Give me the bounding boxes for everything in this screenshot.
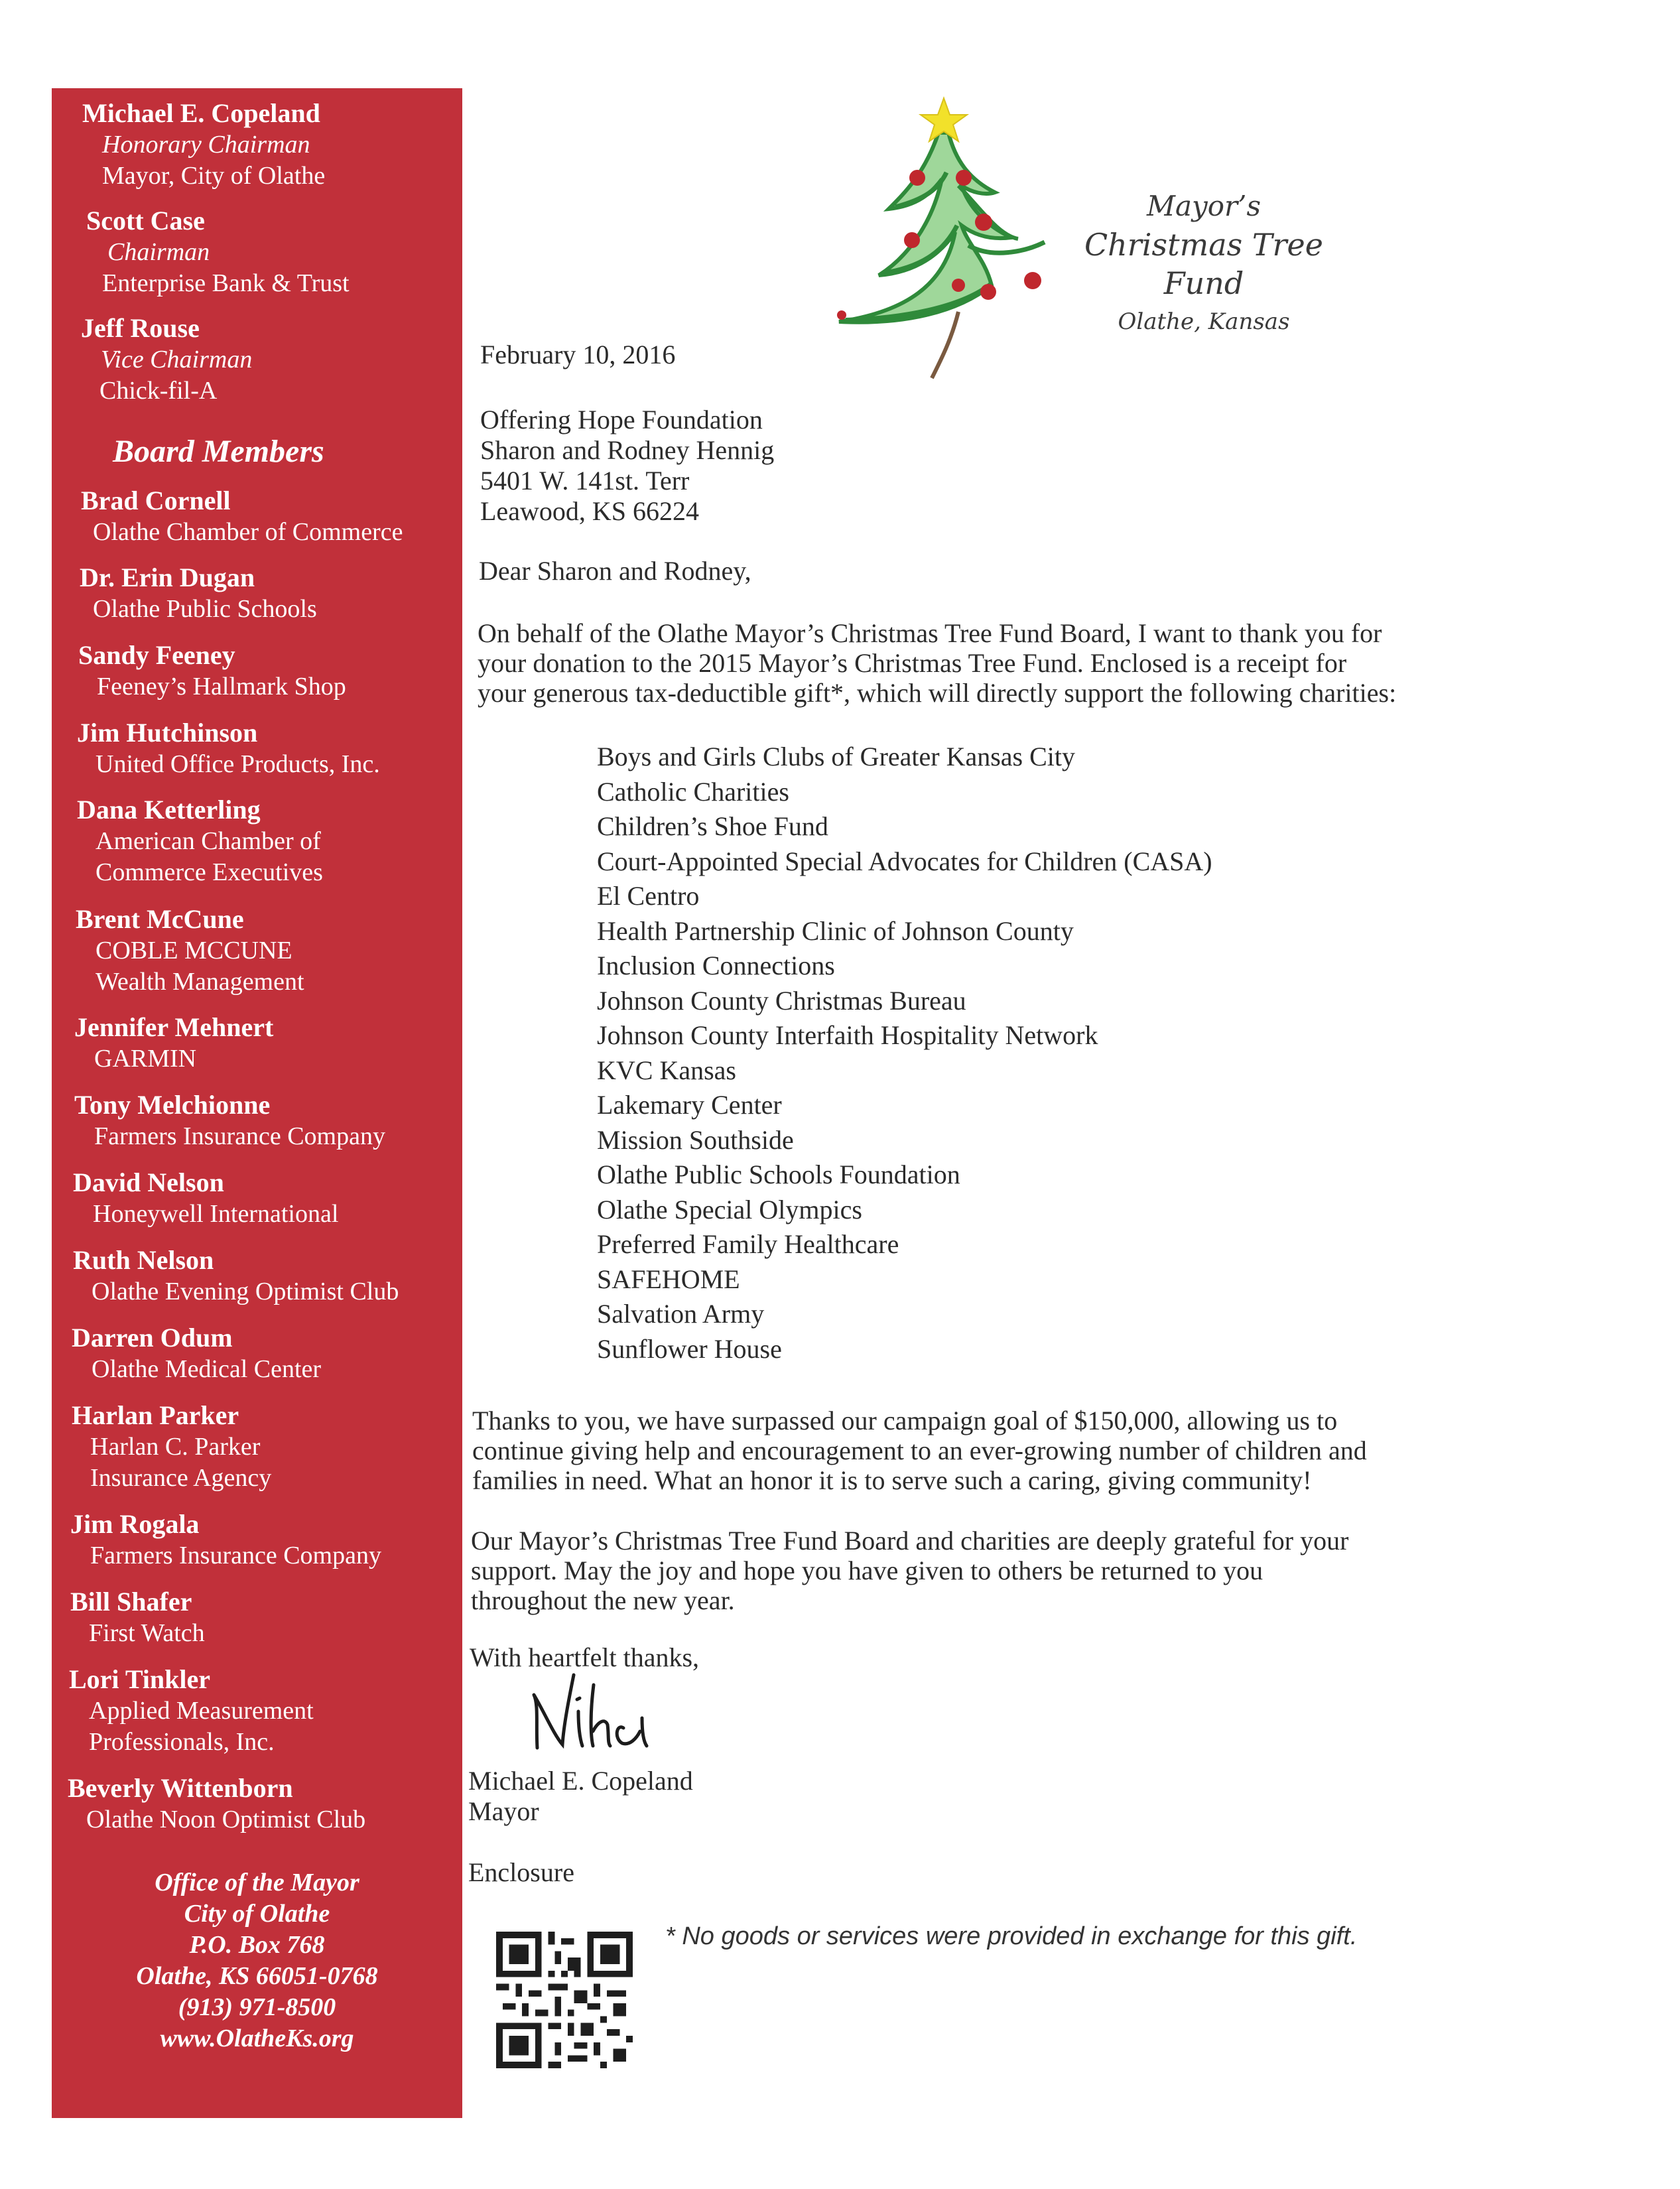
sidebar-panel [52,88,462,2118]
member-org: United Office Products, Inc. [96,750,380,778]
charity-item: Olathe Special Olympics [597,1194,862,1225]
address-line: 5401 W. 141st. Terr [480,466,690,496]
chairman-block [52,205,462,299]
chair-name: Michael E. Copeland [82,98,320,128]
paragraph-line: On behalf of the Olathe Mayor’s Christmas Tree Fund Board, I want to thank you for [478,618,1382,648]
charity-item: Inclusion Connections [597,951,835,980]
chair-name: Scott Case [86,206,205,235]
chair-org: Chick-fil-A [99,377,218,405]
paragraph-thanks [471,1526,1348,1615]
member-org: Applied Measurement [89,1697,314,1725]
paragraph-line: throughout the new year. [471,1585,735,1615]
tax-footnote: * No goods or services were provided in exchange for this gift. [665,1922,1358,1950]
member-name: Brad Cornell [81,486,231,515]
charity-item: Johnson County Interfaith Hospitality Network [597,1020,1098,1050]
closing: With heartfelt thanks, [470,1642,700,1672]
member-org: Olathe Public Schools [93,595,317,623]
member-org: Harlan C. Parker [90,1433,261,1461]
charity-item: Preferred Family Healthcare [597,1229,899,1259]
member-org: Wealth Management [96,968,304,996]
paragraph-line: families in need. What an honor it is to serve such a caring, giving community! [472,1465,1312,1495]
member-name: Brent McCune [76,904,244,934]
member-org: Commerce Executives [96,858,323,886]
board-members-heading: Board Members [113,434,324,469]
board-member [52,485,462,548]
member-name: Sandy Feeney [78,640,235,670]
recipient-address [480,405,774,527]
member-org: Honeywell International [93,1200,339,1228]
board-member [52,1586,462,1649]
member-name: Ruth Nelson [73,1245,214,1275]
office-line: City of Olathe [184,1900,330,1928]
member-org: Olathe Evening Optimist Club [92,1278,399,1305]
office-website-link[interactable]: www.OlatheKs.org [160,2024,354,2052]
charity-item: El Centro [597,881,700,911]
charity-item: Johnson County Christmas Bureau [597,985,966,1016]
member-name: Jim Rogala [70,1509,200,1539]
board-member [52,1400,462,1494]
charity-item: Mission Southside [597,1124,794,1155]
signer-title: Mayor [468,1796,539,1826]
board-member [52,1244,462,1307]
charity-item: Catholic Charities [597,776,789,807]
chair-role: Honorary Chairman [102,131,310,159]
paragraph-intro [478,618,1396,708]
chair-name: Jeff Rouse [81,313,200,343]
board-member [52,562,462,625]
office-line: (913) 971-8500 [178,1993,336,2021]
member-name: Tony Melchionne [74,1090,271,1120]
member-name: David Nelson [73,1167,224,1197]
board-member [52,794,462,888]
paragraph-line: your generous tax-deductible gift*, which will directly support the following charities: [478,678,1397,708]
member-org: COBLE MCCUNE [96,937,292,964]
salutation: Dear Sharon and Rodney, [479,556,751,586]
board-member [52,1089,462,1152]
member-org: Olathe Noon Optimist Club [86,1806,366,1833]
charity-item: Court-Appointed Special Advocates for Children (CASA) [597,846,1212,876]
paragraph-line: your donation to the 2015 Mayor’s Christmas Tree Fund. Enclosed is a receipt for [478,648,1347,678]
charity-item: Salvation Army [597,1299,765,1329]
member-name: Beverly Wittenborn [68,1773,293,1803]
board-member [52,639,462,702]
address-line: Sharon and Rodney Hennig [480,435,775,465]
board-member [52,1664,462,1758]
member-name: Jim Hutchinson [77,718,258,748]
chair-org: Enterprise Bank & Trust [102,269,350,297]
vice-chairman-block [52,312,462,407]
address-line: Offering Hope Foundation [480,405,763,434]
member-org: Farmers Insurance Company [90,1542,381,1569]
charity-list [597,740,1212,1366]
board-member [52,1322,462,1385]
member-name: Dana Ketterling [77,795,261,825]
christmas-tree-logo-icon [826,93,1065,385]
charity-item: SAFEHOME [597,1264,740,1294]
board-member [52,1772,462,1835]
board-member [52,717,462,780]
chair-role: Chairman [107,238,210,266]
member-org: Olathe Medical Center [92,1355,322,1383]
board-member [52,1012,462,1075]
member-name: Dr. Erin Dugan [80,563,255,592]
paragraph-line: Thanks to you, we have surpassed our campaign goal of $150,000, allowing us to [472,1406,1338,1435]
letter-date: February 10, 2016 [480,340,676,369]
office-line: Olathe, KS 66051-0768 [136,1962,378,1990]
address-line: Leawood, KS 66224 [480,496,699,526]
charity-item: Olathe Public Schools Foundation [597,1160,960,1189]
member-name: Jennifer Mehnert [74,1012,274,1042]
honorary-chairman-block [52,98,462,192]
member-org: Professionals, Inc. [89,1728,275,1756]
charity-item: KVC Kansas [597,1055,736,1085]
enclosure-note: Enclosure [468,1857,574,1887]
chair-org: Mayor, City of Olathe [102,162,326,190]
member-org: GARMIN [94,1045,197,1073]
board-member [52,1508,462,1571]
logo-line-1: Mayor’s [1146,190,1261,222]
charity-item: Children’s Shoe Fund [597,811,828,841]
charity-item: Lakemary Center [597,1090,782,1120]
signer-name: Michael E. Copeland [468,1766,693,1796]
member-org: Olathe Chamber of Commerce [93,518,403,546]
paragraph-line: continue giving help and encouragement to an ever-growing number of children and [472,1435,1367,1465]
chair-role: Vice Chairman [101,346,253,373]
fund-logo-text [1061,187,1346,341]
member-name: Harlan Parker [72,1400,239,1430]
office-of-mayor-block [52,1867,462,2054]
charity-item: Sunflower House [597,1333,782,1364]
board-member [52,903,462,998]
member-org: Farmers Insurance Company [94,1122,385,1150]
member-name: Lori Tinkler [69,1664,211,1694]
paragraph-line: Our Mayor’s Christmas Tree Fund Board and charities are deeply grateful for your [471,1526,1349,1556]
member-org: Feeney’s Hallmark Shop [97,673,346,700]
board-member [52,1167,462,1230]
qr-code-icon[interactable] [496,1932,633,2068]
paragraph-goal [472,1406,1367,1495]
member-org: First Watch [89,1619,205,1647]
member-name: Darren Odum [72,1323,233,1353]
charity-item: Health Partnership Clinic of Johnson County [597,915,1074,946]
signature-icon [524,1672,703,1758]
office-line: P.O. Box 768 [189,1931,325,1959]
logo-line-3: Olathe, Kansas [1118,308,1290,335]
member-org: American Chamber of [96,827,321,855]
office-line: Office of the Mayor [155,1869,359,1896]
member-org: Insurance Agency [90,1464,272,1492]
paragraph-line: support. May the joy and hope you have given to others be returned to you [471,1556,1263,1585]
charity-item: Boys and Girls Clubs of Greater Kansas City [597,742,1076,771]
member-name: Bill Shafer [70,1587,192,1617]
logo-line-2: Christmas Tree Fund [1084,227,1323,301]
